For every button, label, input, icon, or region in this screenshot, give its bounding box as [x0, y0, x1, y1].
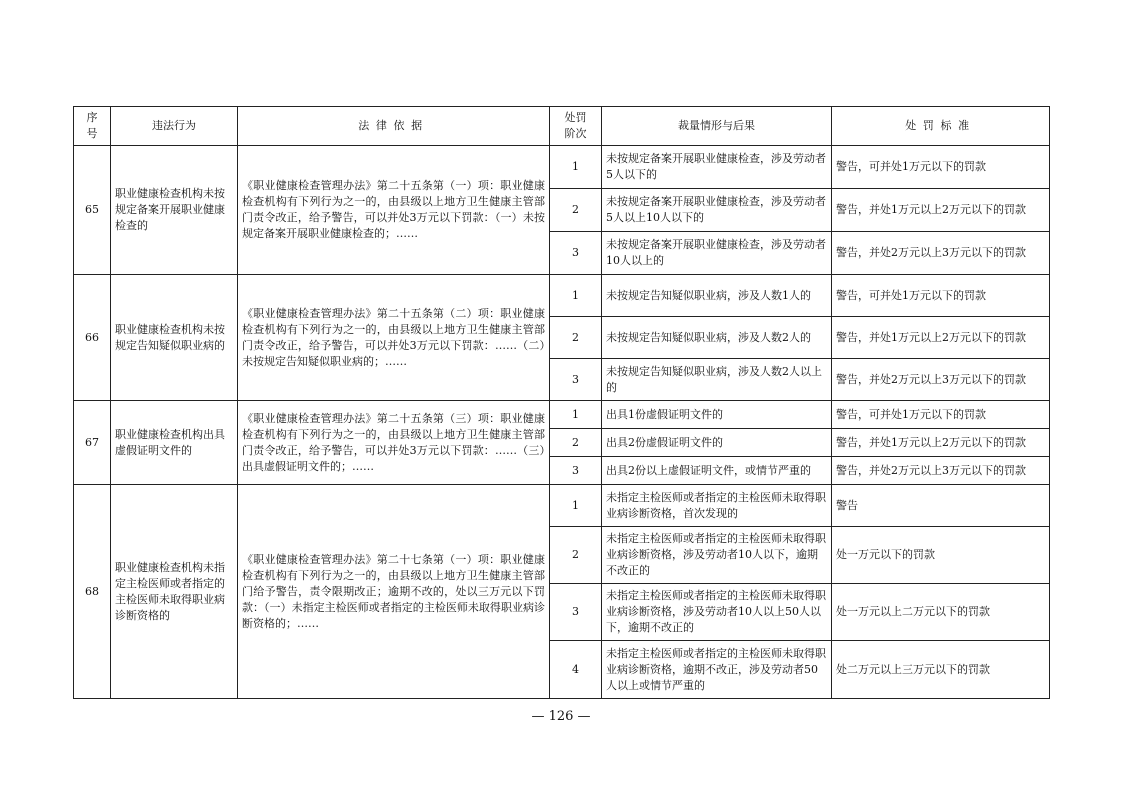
item-number: 65 [74, 146, 111, 275]
table-row [74, 401, 1050, 429]
penalty-stage: 3 [550, 359, 602, 401]
penalty-stage: 3 [550, 232, 602, 275]
discretion-case: 未指定主检医师或者指定的主检医师未取得职业病诊断资格，首次发现的 [602, 485, 832, 527]
discretion-case: 未按规定备案开展职业健康检查，涉及劳动者5人以下的 [602, 146, 832, 189]
penalty-standard: 警告，并处1万元以上2万元以下的罚款 [832, 429, 1050, 457]
discretion-case: 未按规定备案开展职业健康检查，涉及劳动者10人以上的 [602, 232, 832, 275]
header-stage: 处罚 阶次 [550, 107, 602, 146]
table-row [74, 275, 1050, 317]
penalty-standard: 警告，可并处1万元以下的罚款 [832, 146, 1050, 189]
discretion-case: 出具1份虚假证明文件的 [602, 401, 832, 429]
penalty-stage: 3 [550, 457, 602, 485]
penalty-standard: 警告，并处2万元以上3万元以下的罚款 [832, 457, 1050, 485]
penalty-standard: 警告，并处2万元以上3万元以下的罚款 [832, 232, 1050, 275]
penalty-standard: 处一万元以下的罚款 [832, 527, 1050, 584]
penalty-standard: 处二万元以上三万元以下的罚款 [832, 641, 1050, 699]
penalty-stage: 2 [550, 429, 602, 457]
penalty-standard: 警告，可并处1万元以下的罚款 [832, 401, 1050, 429]
penalty-standard: 处一万元以上二万元以下的罚款 [832, 584, 1050, 641]
discretion-case: 出具2份虚假证明文件的 [602, 429, 832, 457]
item-number: 66 [74, 275, 111, 401]
penalty-stage: 2 [550, 317, 602, 359]
header-basis: 法律依据 [238, 107, 550, 146]
violation-act: 职业健康检查机构未按规定告知疑似职业病的 [111, 275, 238, 401]
discretion-case: 未按规定告知疑似职业病，涉及人数2人以上的 [602, 359, 832, 401]
penalty-table [73, 106, 1050, 699]
penalty-standard: 警告，并处1万元以上2万元以下的罚款 [832, 189, 1050, 232]
table-row [74, 485, 1050, 527]
discretion-case: 未指定主检医师或者指定的主检医师未取得职业病诊断资格，涉及劳动者10人以上50人以下，逾期不改正的 [602, 584, 832, 641]
penalty-stage: 2 [550, 189, 602, 232]
penalty-stage: 1 [550, 401, 602, 429]
discretion-case: 未按规定备案开展职业健康检查，涉及劳动者5人以上10人以下的 [602, 189, 832, 232]
violation-act: 职业健康检查机构出具虚假证明文件的 [111, 401, 238, 485]
legal-basis: 《职业健康检查管理办法》第二十五条第（一）项：职业健康检查机构有下列行为之一的，由县级以上地方卫生健康主管部门责令改正，给予警告，可以并处3万元以下罚款：（一）未按规定备案开展职业健康检查的；…… [238, 146, 550, 275]
legal-basis: 《职业健康检查管理办法》第二十五条第（二）项：职业健康检查机构有下列行为之一的，由县级以上地方卫生健康主管部门责令改正，给予警告，可以并处3万元以下罚款：……（二）未按规定告知疑似职业病的；…… [238, 275, 550, 401]
violation-act: 职业健康检查机构未指定主检医师或者指定的主检医师未取得职业病诊断资格的 [111, 485, 238, 699]
penalty-stage: 1 [550, 146, 602, 189]
table-row [74, 146, 1050, 189]
legal-basis: 《职业健康检查管理办法》第二十七条第（一）项：职业健康检查机构有下列行为之一的，由县级以上地方卫生健康主管部门给予警告，责令限期改正；逾期不改的，处以三万元以下罚款：（一）未指定主检医师或者指定的主检医师未取得职业病诊断资格的；…… [238, 485, 550, 699]
penalty-stage: 3 [550, 584, 602, 641]
discretion-case: 未指定主检医师或者指定的主检医师未取得职业病诊断资格，涉及劳动者10人以下，逾期不改正的 [602, 527, 832, 584]
penalty-stage: 1 [550, 485, 602, 527]
penalty-standard: 警告，并处1万元以上2万元以下的罚款 [832, 317, 1050, 359]
header-case: 裁量情形与后果 [602, 107, 832, 146]
discretion-case: 未指定主检医师或者指定的主检医师未取得职业病诊断资格，逾期不改正，涉及劳动者50人以上或情节严重的 [602, 641, 832, 699]
header-num: 序 号 [74, 107, 111, 146]
discretion-case: 未按规定告知疑似职业病，涉及人数2人的 [602, 317, 832, 359]
penalty-stage: 4 [550, 641, 602, 699]
penalty-stage: 2 [550, 527, 602, 584]
violation-act: 职业健康检查机构未按规定备案开展职业健康检查的 [111, 146, 238, 275]
item-number: 67 [74, 401, 111, 485]
page-number: — 126 — [531, 709, 591, 724]
table-header-row [74, 107, 1050, 146]
header-standard: 处罚标准 [832, 107, 1050, 146]
header-act: 违法行为 [111, 107, 238, 146]
discretion-case: 出具2份以上虚假证明文件，或情节严重的 [602, 457, 832, 485]
discretion-case: 未按规定告知疑似职业病，涉及人数1人的 [602, 275, 832, 317]
penalty-standard: 警告 [832, 485, 1050, 527]
penalty-stage: 1 [550, 275, 602, 317]
penalty-standard: 警告，并处2万元以上3万元以下的罚款 [832, 359, 1050, 401]
legal-basis: 《职业健康检查管理办法》第二十五条第（三）项：职业健康检查机构有下列行为之一的，由县级以上地方卫生健康主管部门责令改正，给予警告，可以并处3万元以下罚款：……（三）出具虚假证明文件的；…… [238, 401, 550, 485]
item-number: 68 [74, 485, 111, 699]
penalty-standard: 警告，可并处1万元以下的罚款 [832, 275, 1050, 317]
